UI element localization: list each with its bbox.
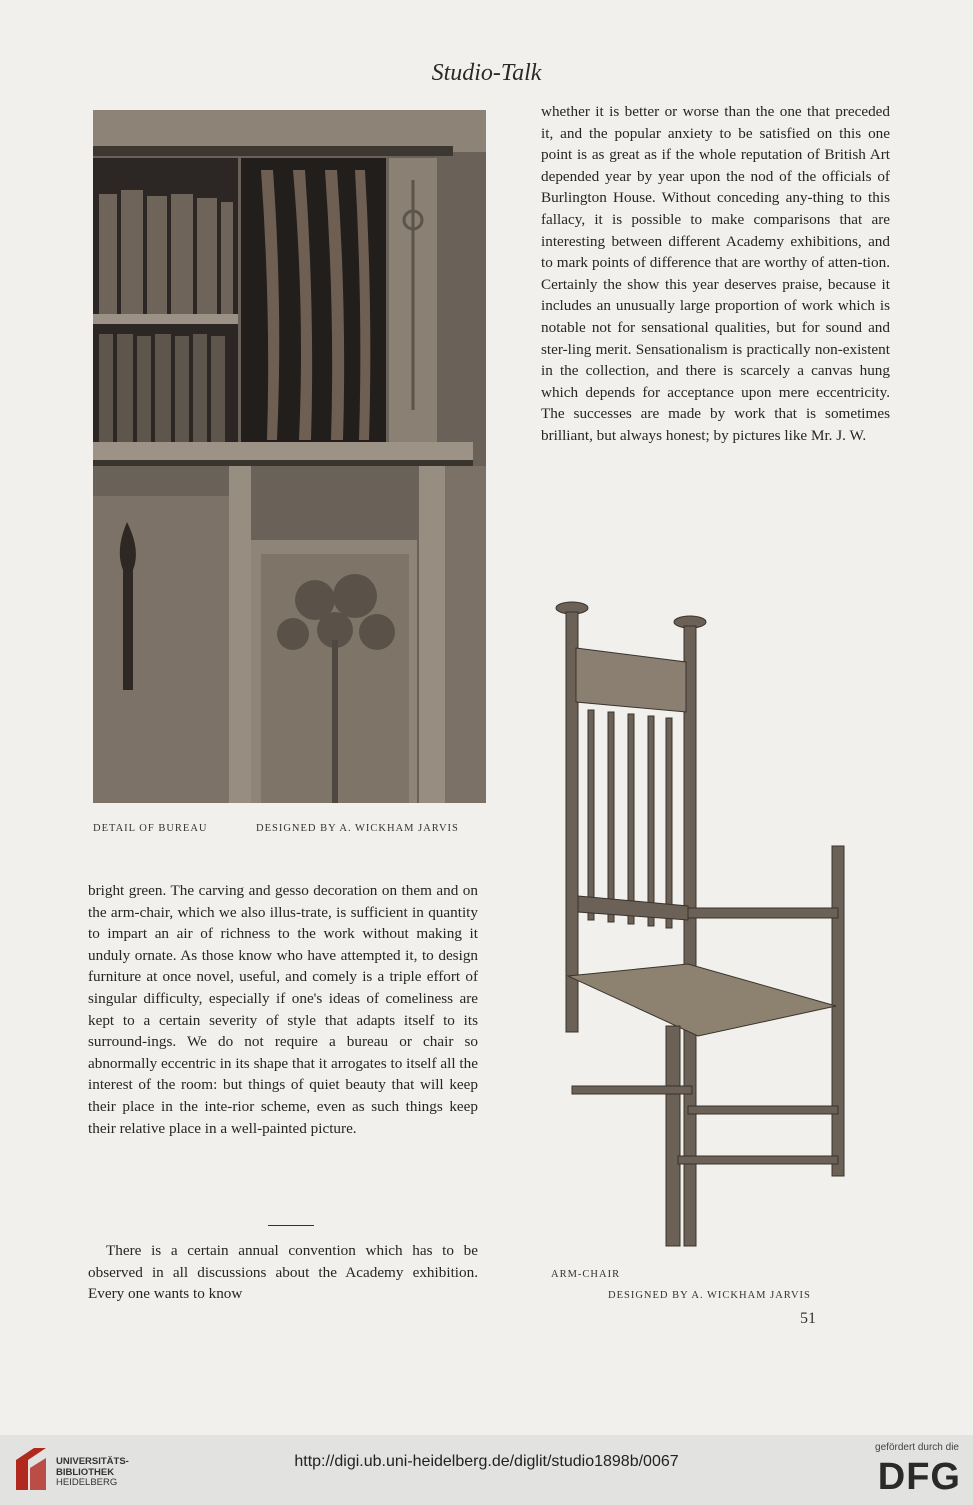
- left-column-text-2: [88, 1240, 478, 1305]
- page-number: 51: [800, 1310, 816, 1327]
- library-line2: BIBLIOTHEK: [56, 1466, 115, 1478]
- bureau-caption-right: DESIGNED BY A. WICKHAM JARVIS: [256, 823, 459, 834]
- bureau-caption-left: DETAIL OF BUREAU: [93, 823, 208, 834]
- right-paragraph: whether it is better or worse than the one that preceded it, and the popular anxiety to be satisfied on this one point is as great as if the whole reputation of British Art depended year by year upon the nod of the officials of Burlington House. Without conceding any-thing to this fallacy, it is possible to make comparisons that are interesting between different Academy exhibitions, and to mark points of difference that are worthy of atten-tion. Certainly the show this year deserves praise, because it includes an unusually large proportion of work which is notable not for sensational qualities, but for sound and ster-ling merit. Sensationalism is practically non-existent in the collection, and there is scarcely a canvas hung which depends for acceptance upon mere eccentricity. The successes are made by work that is sometimes brilliant, but always honest; by pictures like Mr. J. W.: [541, 103, 890, 444]
- armchair-illustration: [548, 596, 858, 1254]
- library-line1: UNIVERSITÄTS-: [56, 1456, 129, 1467]
- dfg-logo: DFG: [877, 1456, 961, 1498]
- left-column-text: [88, 880, 478, 1139]
- left-paragraph-1: bright green. The carving and gesso decoration on them and on the arm-chair, which we also illus-trate, is sufficient in quantity to impart an air of richness to the work without making it unduly ornate. As those know who have attempted it, to design furniture at once novel, useful, and comely is a triple effort of singular difficulty, especially if one's ideas of comeliness are kept to a certain severity of style that adapts itself to its surround-ings. We do not require a bureau or chair so abnormally eccentric in its shape that it arrogates to itself all the interest of the room: but things of quiet beauty that will keep their place in the inte-rior scheme, even as such things keep their relative place in a well-painted picture.: [88, 882, 478, 1137]
- library-line3: HEIDELBERG: [56, 1477, 118, 1488]
- section-rule: [268, 1225, 314, 1226]
- funded-by-label: gefördert durch die: [875, 1442, 959, 1453]
- source-url[interactable]: http://digi.ub.uni-heidelberg.de/diglit/studio1898b/0067: [294, 1453, 679, 1470]
- bureau-illustration: [93, 110, 486, 803]
- running-title: Studio-Talk: [431, 60, 542, 86]
- armchair-photo: [548, 596, 858, 1254]
- left-paragraph-2: There is a certain annual convention which has to be observed in all discussions about the Academy exhibition. Every one wants to know: [88, 1242, 478, 1303]
- right-column-text: [541, 101, 890, 447]
- armchair-caption-title: ARM-CHAIR: [551, 1269, 621, 1280]
- bureau-photo: [93, 110, 486, 803]
- armchair-caption-designer: DESIGNED BY A. WICKHAM JARVIS: [608, 1290, 811, 1301]
